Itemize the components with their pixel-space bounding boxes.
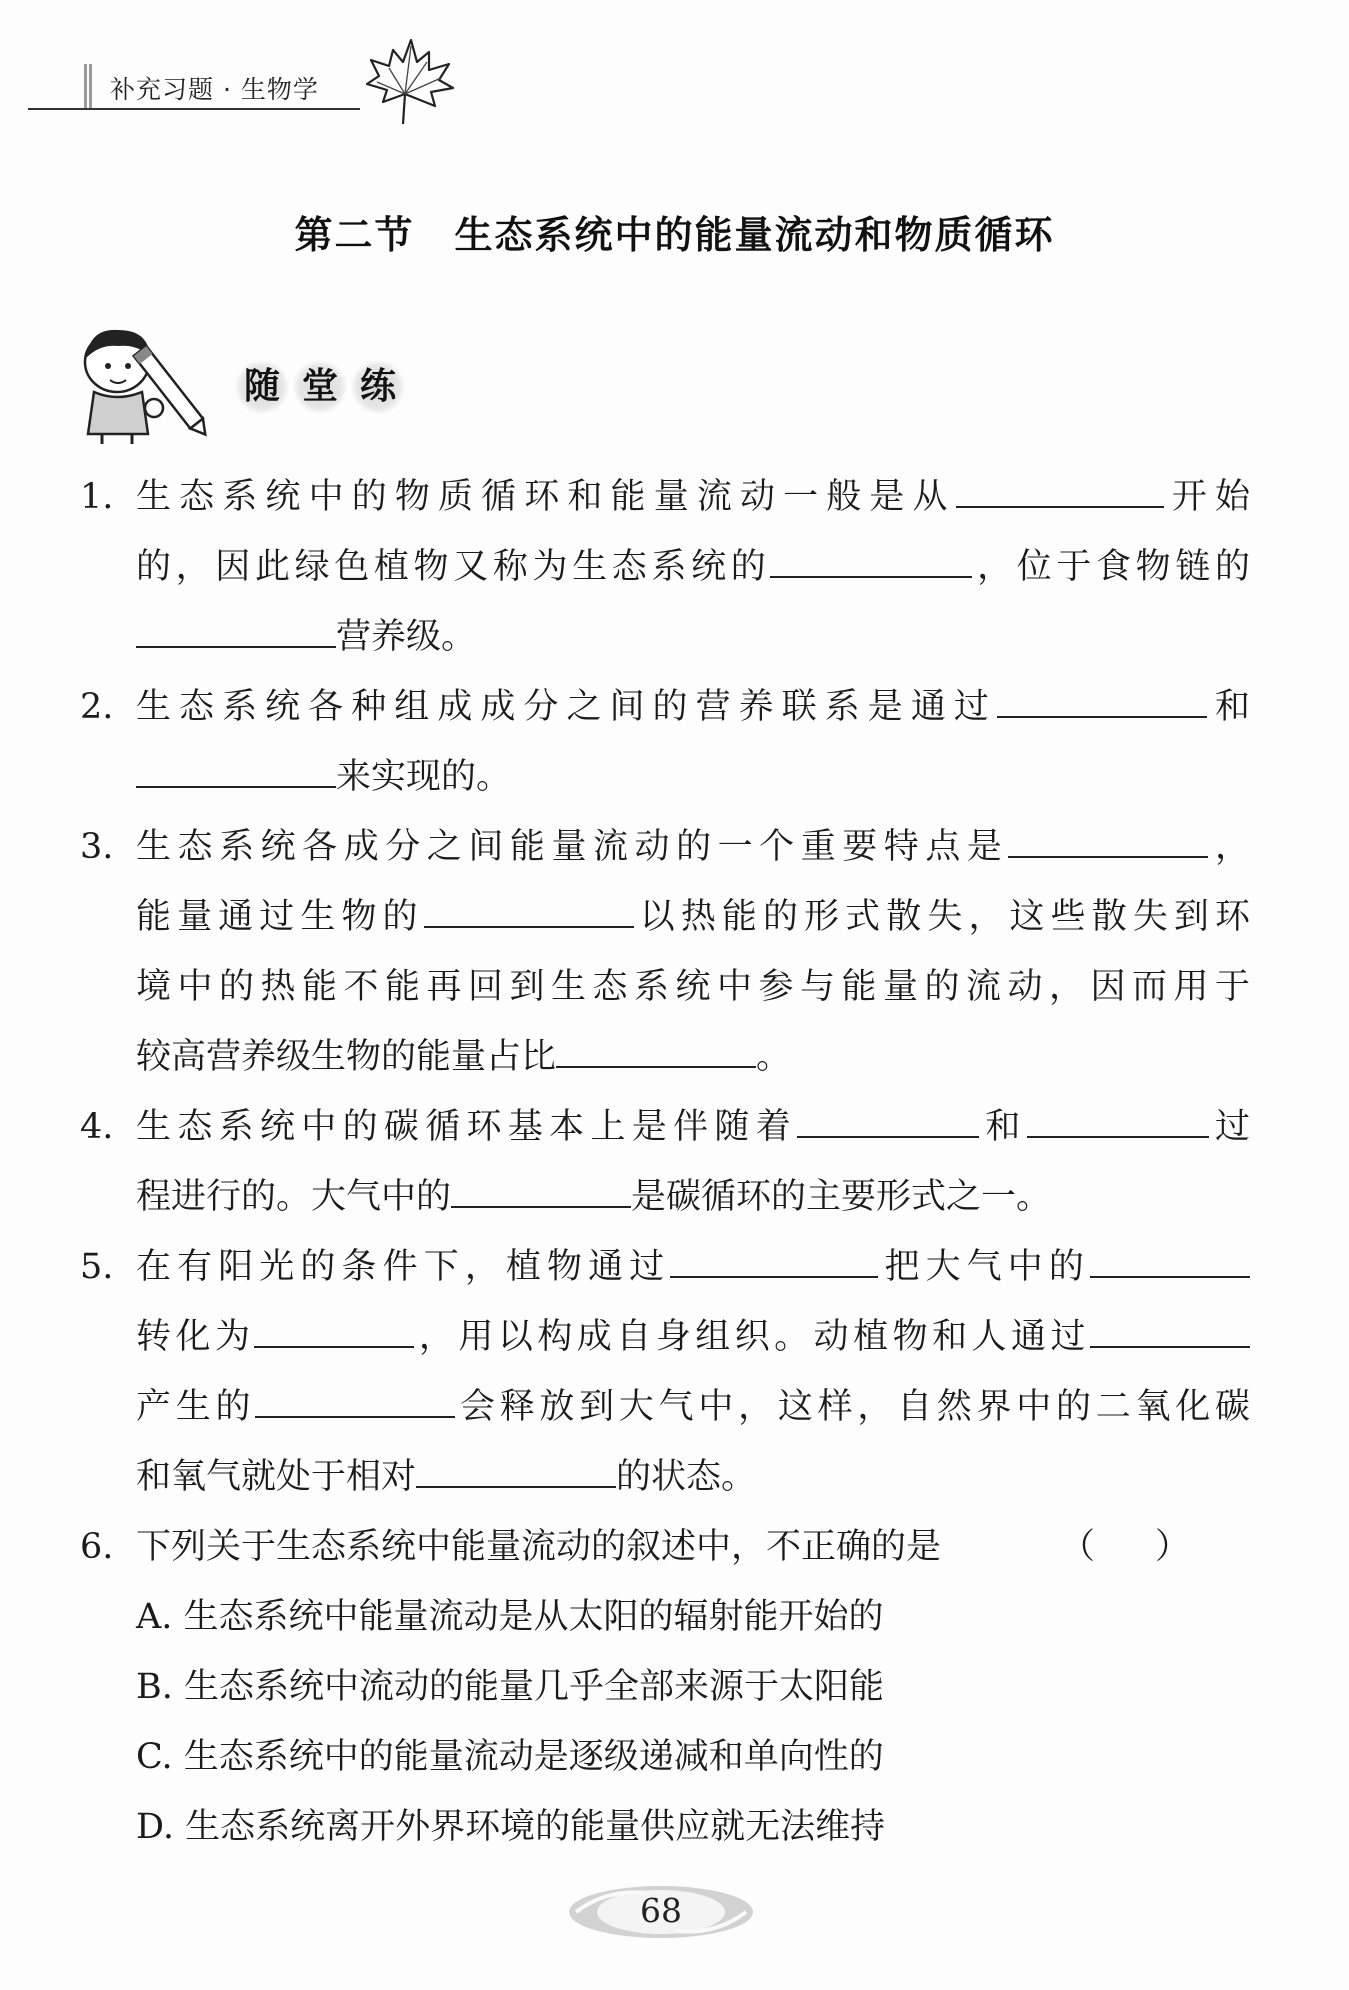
fill-blank[interactable] (1008, 822, 1208, 858)
q5-text-7: 和氧气就处于相对 (136, 1457, 417, 1497)
fill-blank[interactable] (451, 1172, 631, 1208)
student-with-pencil-illustration (72, 322, 212, 447)
q1-text-1: 生态系统中的物质循环和能量流动一般是从 (136, 477, 956, 517)
section-number: 第二节 (294, 213, 415, 257)
header-bars (84, 64, 96, 110)
question-5-line-1 (80, 1232, 1250, 1302)
fill-blank[interactable] (1090, 1242, 1250, 1278)
q3-text-3: 能量通过生物的 (136, 897, 424, 937)
question-3-line-2 (80, 882, 1250, 952)
question-1-line-1 (80, 462, 1250, 532)
question-5-line-3 (80, 1372, 1250, 1442)
maple-leaf-icon (353, 32, 463, 132)
q5-text-8: 的状态。 (616, 1457, 757, 1497)
q5-text-2: 把大气中的 (878, 1247, 1090, 1287)
question-2-line-1 (80, 672, 1250, 742)
q4-text-1: 生态系统中的碳循环基本上是伴随着 (136, 1107, 798, 1147)
option-b[interactable]: B. 生态系统中流动的能量几乎全部来源于太阳能 (136, 1667, 884, 1707)
running-header (28, 58, 458, 118)
page-number: 68 (640, 1891, 682, 1930)
q5-text-1: 在有阳光的条件下，植物通过 (136, 1247, 671, 1287)
q4-text-5: 是碳循环的主要形式之一。 (631, 1177, 1052, 1217)
q5-text-6: 会释放到大气中，这样，自然界中的二氧化碳 (455, 1387, 1250, 1427)
fill-blank[interactable] (797, 1102, 979, 1138)
fill-blank[interactable] (255, 1382, 455, 1418)
q3-text-5: 境中的热能不能再回到生态系统中参与能量的流动，因而用于 (136, 967, 1250, 1007)
running-title: 补充习题 · 生物学 (110, 75, 319, 104)
fill-blank[interactable] (254, 1312, 414, 1348)
section-title (0, 204, 1349, 259)
fill-blank[interactable] (770, 542, 972, 578)
practice-char-1: 随 (235, 360, 289, 414)
q2-text-1: 生态系统各种组成成分之间的营养联系是通过 (136, 687, 997, 727)
q1-text-5: 营养级。 (336, 617, 477, 657)
practice-label (235, 360, 405, 414)
question-2-line-2 (80, 742, 1250, 812)
q3-text-7: 。 (756, 1037, 792, 1077)
q3-text-6: 较高营养级生物的能量占比 (136, 1037, 557, 1077)
question-1-line-3 (80, 602, 1250, 672)
question-4-line-1 (80, 1092, 1250, 1162)
fill-blank[interactable] (136, 612, 336, 648)
q1-text-4: ，位于食物链的 (972, 547, 1250, 587)
practice-char-2: 堂 (293, 360, 347, 414)
fill-blank[interactable] (1090, 1312, 1250, 1348)
q2-text-3: 来实现的。 (336, 757, 512, 797)
answer-bracket[interactable]: （） (1059, 1527, 1250, 1567)
q3-text-4: 以热能的形式散失，这些散失到环 (633, 897, 1250, 937)
fill-blank[interactable] (670, 1242, 878, 1278)
q4-text-3: 过 (1208, 1107, 1250, 1147)
practice-char-3: 练 (351, 360, 405, 414)
fill-blank[interactable] (1027, 1102, 1209, 1138)
section-name: 生态系统中的能量流动和物质循环 (454, 213, 1055, 257)
q4-text-4: 程进行的。大气中的 (136, 1177, 452, 1217)
fill-blank[interactable] (424, 892, 634, 928)
option-d[interactable]: D. 生态系统离开外界环境的能量供应就无法维持 (136, 1807, 886, 1847)
q6-stem-text: 下列关于生态系统中能量流动的叙述中，不正确的是 (136, 1527, 942, 1567)
question-3-line-4 (80, 1022, 1250, 1092)
question-4-line-2 (80, 1162, 1250, 1232)
question-number: 2. (80, 687, 114, 727)
fill-blank[interactable] (997, 682, 1207, 718)
fill-blank[interactable] (956, 472, 1164, 508)
question-number: 6. (80, 1527, 114, 1567)
q5-text-5: 产生的 (136, 1387, 256, 1427)
option-c[interactable]: C. 生态系统中的能量流动是逐级递减和单向性的 (136, 1737, 884, 1777)
header-rule (28, 108, 360, 110)
question-3-line-3 (80, 952, 1250, 1022)
q1-text-3: 的，因此绿色植物又称为生态系统的 (136, 547, 771, 587)
question-5-line-2 (80, 1302, 1250, 1372)
q4-text-2: 和 (979, 1107, 1027, 1147)
question-number: 4. (80, 1107, 114, 1147)
q2-text-2: 和 (1206, 687, 1250, 727)
q5-text-4: ，用以构成自身组织。动植物和人通过 (414, 1317, 1090, 1357)
question-number: 3. (80, 827, 114, 867)
question-number: 5. (80, 1247, 114, 1287)
fill-blank[interactable] (556, 1032, 756, 1068)
q1-text-2: 开始 (1163, 477, 1250, 517)
question-1-line-2 (80, 532, 1250, 602)
question-5-line-4 (80, 1442, 1250, 1512)
q5-text-3: 转化为 (136, 1317, 255, 1357)
fill-blank[interactable] (136, 752, 336, 788)
page-number-badge (566, 1883, 756, 1941)
option-a[interactable]: A. 生态系统中能量流动是从太阳的辐射能开始的 (136, 1597, 884, 1637)
q3-text-1: 生态系统各成分之间能量流动的一个重要特点是 (136, 827, 1009, 867)
question-number: 1. (80, 477, 114, 517)
q3-text-2: ， (1208, 827, 1250, 867)
question-6-stem (80, 1512, 1250, 1582)
fill-blank[interactable] (416, 1452, 616, 1488)
question-3-line-1 (80, 812, 1250, 882)
